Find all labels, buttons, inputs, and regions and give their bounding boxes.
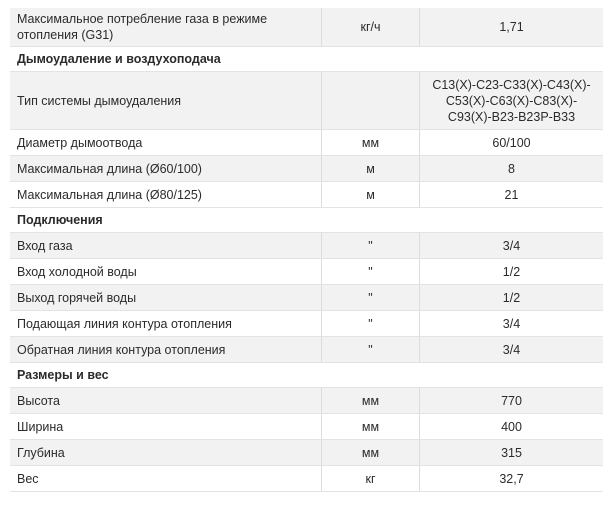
param-name: Вес xyxy=(10,466,322,491)
param-name: Максимальная длина (Ø80/125) xyxy=(10,182,322,207)
param-value: 1,71 xyxy=(499,20,524,34)
param-value: 32,7 xyxy=(499,471,524,486)
section-header-dimensions: Размеры и вес xyxy=(10,363,603,388)
param-name: Максимальная длина (Ø60/100) xyxy=(10,156,322,181)
table-row xyxy=(10,233,603,259)
spec-table xyxy=(10,8,603,492)
param-unit xyxy=(322,72,420,129)
section-header-flue: Дымоудаление и воздухоподача xyxy=(10,47,603,72)
section-header-connections: Подключения xyxy=(10,208,603,233)
param-unit: " xyxy=(322,311,420,336)
table-row xyxy=(10,8,603,47)
table-row xyxy=(10,156,603,182)
table-row xyxy=(10,259,603,285)
param-name: Вход холодной воды xyxy=(10,259,322,284)
param-value: 1/2 xyxy=(502,264,521,279)
param-name: Выход горячей воды xyxy=(10,285,322,310)
param-value: 3/4 xyxy=(502,342,521,357)
table-row xyxy=(10,72,603,130)
param-name: Ширина xyxy=(10,414,322,439)
param-name: Тип системы дымоудаления xyxy=(10,72,322,129)
param-name: Подающая линия контура отопления xyxy=(10,311,322,336)
param-value: 21 xyxy=(504,187,519,202)
param-value: 3/4 xyxy=(502,238,521,253)
table-row xyxy=(10,388,603,414)
table-row xyxy=(10,440,603,466)
param-name: Вход газа xyxy=(10,233,322,258)
param-unit: мм xyxy=(322,440,420,465)
param-value: 1/2 xyxy=(502,290,521,305)
param-unit: кг xyxy=(322,466,420,491)
param-value: 770 xyxy=(501,393,522,408)
param-value: C13(X)-C23-C33(X)-C43(X)-C53(X)-C63(X)-C83(X)-C93(X)-B23-B23P-B33 xyxy=(432,77,591,124)
table-row xyxy=(10,311,603,337)
param-unit: " xyxy=(322,337,420,362)
table-row xyxy=(10,285,603,311)
param-name: Высота xyxy=(10,388,322,413)
param-unit: мм xyxy=(322,388,420,413)
param-unit: м xyxy=(322,156,420,181)
table-row xyxy=(10,466,603,492)
param-name: Диаметр дымоотвода xyxy=(10,130,322,155)
param-unit: м xyxy=(322,182,420,207)
table-row xyxy=(10,130,603,156)
param-value: 8 xyxy=(508,161,515,176)
param-name: Глубина xyxy=(10,440,322,465)
param-unit: " xyxy=(322,259,420,284)
param-value: 315 xyxy=(501,445,522,460)
param-unit: " xyxy=(322,233,420,258)
param-unit: мм xyxy=(322,414,420,439)
table-row xyxy=(10,337,603,363)
param-unit: " xyxy=(322,285,420,310)
table-row xyxy=(10,182,603,208)
param-unit: мм xyxy=(322,130,420,155)
param-value: 400 xyxy=(501,419,522,434)
param-value: 3/4 xyxy=(502,316,521,331)
param-name: Максимальное потребление газа в режиме отопления (G31) xyxy=(10,8,322,46)
param-unit: кг/ч xyxy=(322,8,420,46)
param-value: 60/100 xyxy=(492,135,531,150)
param-name: Обратная линия контура отопления xyxy=(10,337,322,362)
table-row xyxy=(10,414,603,440)
